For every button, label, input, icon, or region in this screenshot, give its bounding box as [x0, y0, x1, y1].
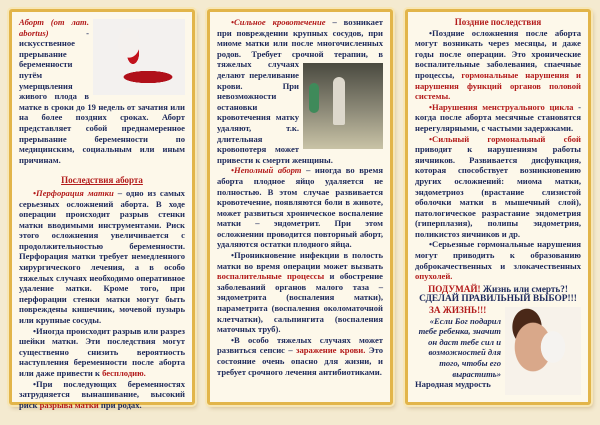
panel-complications — [207, 9, 393, 405]
sepsis-rest: Это состояние очень опасно для жизни, и требует срочного лечения антибиотиками. — [217, 345, 384, 377]
later-text: •При последующих беременностях затрудняется вынашивание, высокий риск — [19, 378, 185, 410]
cycle-text: - когда после аборта месячные становятся нерегулярными, с частыми задержками. — [415, 101, 581, 133]
uterine-rupture-highlight: разрыва матки — [39, 399, 99, 410]
panel-late-consequences — [405, 9, 591, 405]
perforation-paragraph — [19, 188, 185, 326]
choice-line: СДЕЛАЙ ПРАВИЛЬНЫЙ ВЫБОР!!! — [419, 294, 577, 305]
bleeding-text: – возникает при повреждении крупных сосудов, при миоме матки или после многочисленных родов. Требует срочной терапии, в тяжелых случаях делают переливание крови. При невозможности остановки кровотечения матку удаляют, т.к. длительная кровопотеря может привести к смерти женщины. — [217, 17, 384, 165]
sepsis-paragraph — [217, 335, 383, 377]
for-life-line: ЗА ЖИЗНЬ!!! — [429, 305, 487, 316]
intro-text: - искусственное прерывание беременности путём умерщвления живого плода в матке в сроки до 19 недель от зачатия или на более поздних сроках. Аборт представляет собой преднамеренное прерывание беременности по медицинским, социальным или иным причинам. — [19, 27, 185, 165]
hormone-paragraph — [415, 134, 581, 240]
hormone-term: •Сильный гормональный сбой — [429, 133, 581, 144]
perforation-text: – одно из самых серьезных осложнений аборта. В ходе операции происходит разрыв стенки матки вводимыми инструментами. Риск этого осложнения увеличивается с продолжительностью беременности. Перфорация матки требует немедленного хирургического лечения, а в особо тяжелых случаях необходимо оперативное удаление матки. Кроме того, при перфорации стенки матки могут быть повреждены кишечник, мочевой пузырь или крупные сосуды. — [19, 187, 185, 326]
infertility-highlight: бесплодию. — [102, 368, 146, 378]
cycle-term: •Нарушения менструального цикла — [429, 101, 574, 112]
infection-rest: и обострение заболеваний органов малого таза – эндометрита (воспаления матки), параметрита (воспаления околоматочной клетчатки), сальпингита (воспаления маточных труб). — [217, 271, 383, 335]
tumor-text: •Серьезные гормональные нарушения могут приводить к образованию доброкачественных и злокачественных — [415, 239, 581, 271]
tumor-paragraph — [415, 239, 581, 281]
late-text: •Поздние осложнения после аборта могут возникать через месяцы, и даже годы после операции. Это хронические воспалительные заболевания, спаечные процессы, — [415, 27, 581, 80]
consequences-heading: Последствия аборта — [61, 175, 143, 186]
inflammation-highlight: воспалительные процессы — [217, 271, 325, 282]
operating-room-illustration — [303, 63, 383, 149]
hormonal-highlight: гормональные нарушения и нарушения функций органов половой системы. — [415, 69, 581, 102]
think-line — [415, 284, 581, 295]
cervix-paragraph — [19, 326, 185, 379]
incomplete-abortion-paragraph — [217, 165, 383, 250]
panel-abortion-consequences — [9, 9, 195, 410]
hormone-text: приводит к нарушениям работы яичников. Развивается дисфункция, которая способствует возникновению других осложнений: миома матки, эндометриоз (врастание слизистой оболочки матки в мышечный слой), патологическое разрастание эндометрия (гиперплазия), полипы эндометрия, поликистоз яичников и др. — [415, 144, 581, 239]
tumor-highlight: опухолей. — [415, 271, 453, 282]
think-word: ПОДУМАЙ! — [428, 283, 481, 294]
cervix-text: •Иногда происходит разрыв или разрез шейки матки. Эти последствия могут существенно снизить вероятность наступления беременности после аборта или даже привести к — [19, 325, 185, 378]
intro-term: Аборт (от лат. abortus) — [19, 17, 89, 38]
life-or-death: Жизнь или смерть?! — [480, 283, 568, 294]
infection-text: •Проникновение инфекции в полость матки во время операции может вызвать — [217, 250, 383, 271]
incomplete-text: – иногда во время аборта плодное яйцо удаляется не полностью. В этом случае развивается кровотечение, появляются боли в животе, может развиться хроническое воспаление матки – эндометрит. При этом осложнении проводится повторный аборт, удаляются остатки плодного яйца. — [217, 165, 383, 250]
mother-and-baby-image — [505, 307, 581, 395]
late-paragraph — [415, 28, 581, 102]
broken-egg-blood-image — [93, 19, 185, 95]
blood-infection-highlight: заражение крови. — [296, 345, 366, 356]
quote-source: Народная мудрость — [415, 379, 491, 390]
incomplete-term: •Неполный аборт — [231, 165, 302, 176]
later-end: при родах. — [98, 399, 142, 410]
late-heading: Поздние последствия — [454, 17, 542, 27]
perforation-term: •Перфорация матки — [33, 187, 114, 198]
later-pregnancy-paragraph — [19, 379, 185, 411]
bleeding-term: •Сильное кровотечение — [231, 17, 326, 27]
sepsis-text: •В особо тяжелых случаях может развиться сепсис – — [217, 334, 383, 356]
cycle-paragraph — [415, 102, 581, 134]
infection-paragraph — [217, 250, 383, 335]
proverb-quote: «Если Бог подарил тебе ребенка, значит он даст тебе сил и возможностей для того, чтобы его вырастить» — [418, 315, 501, 379]
